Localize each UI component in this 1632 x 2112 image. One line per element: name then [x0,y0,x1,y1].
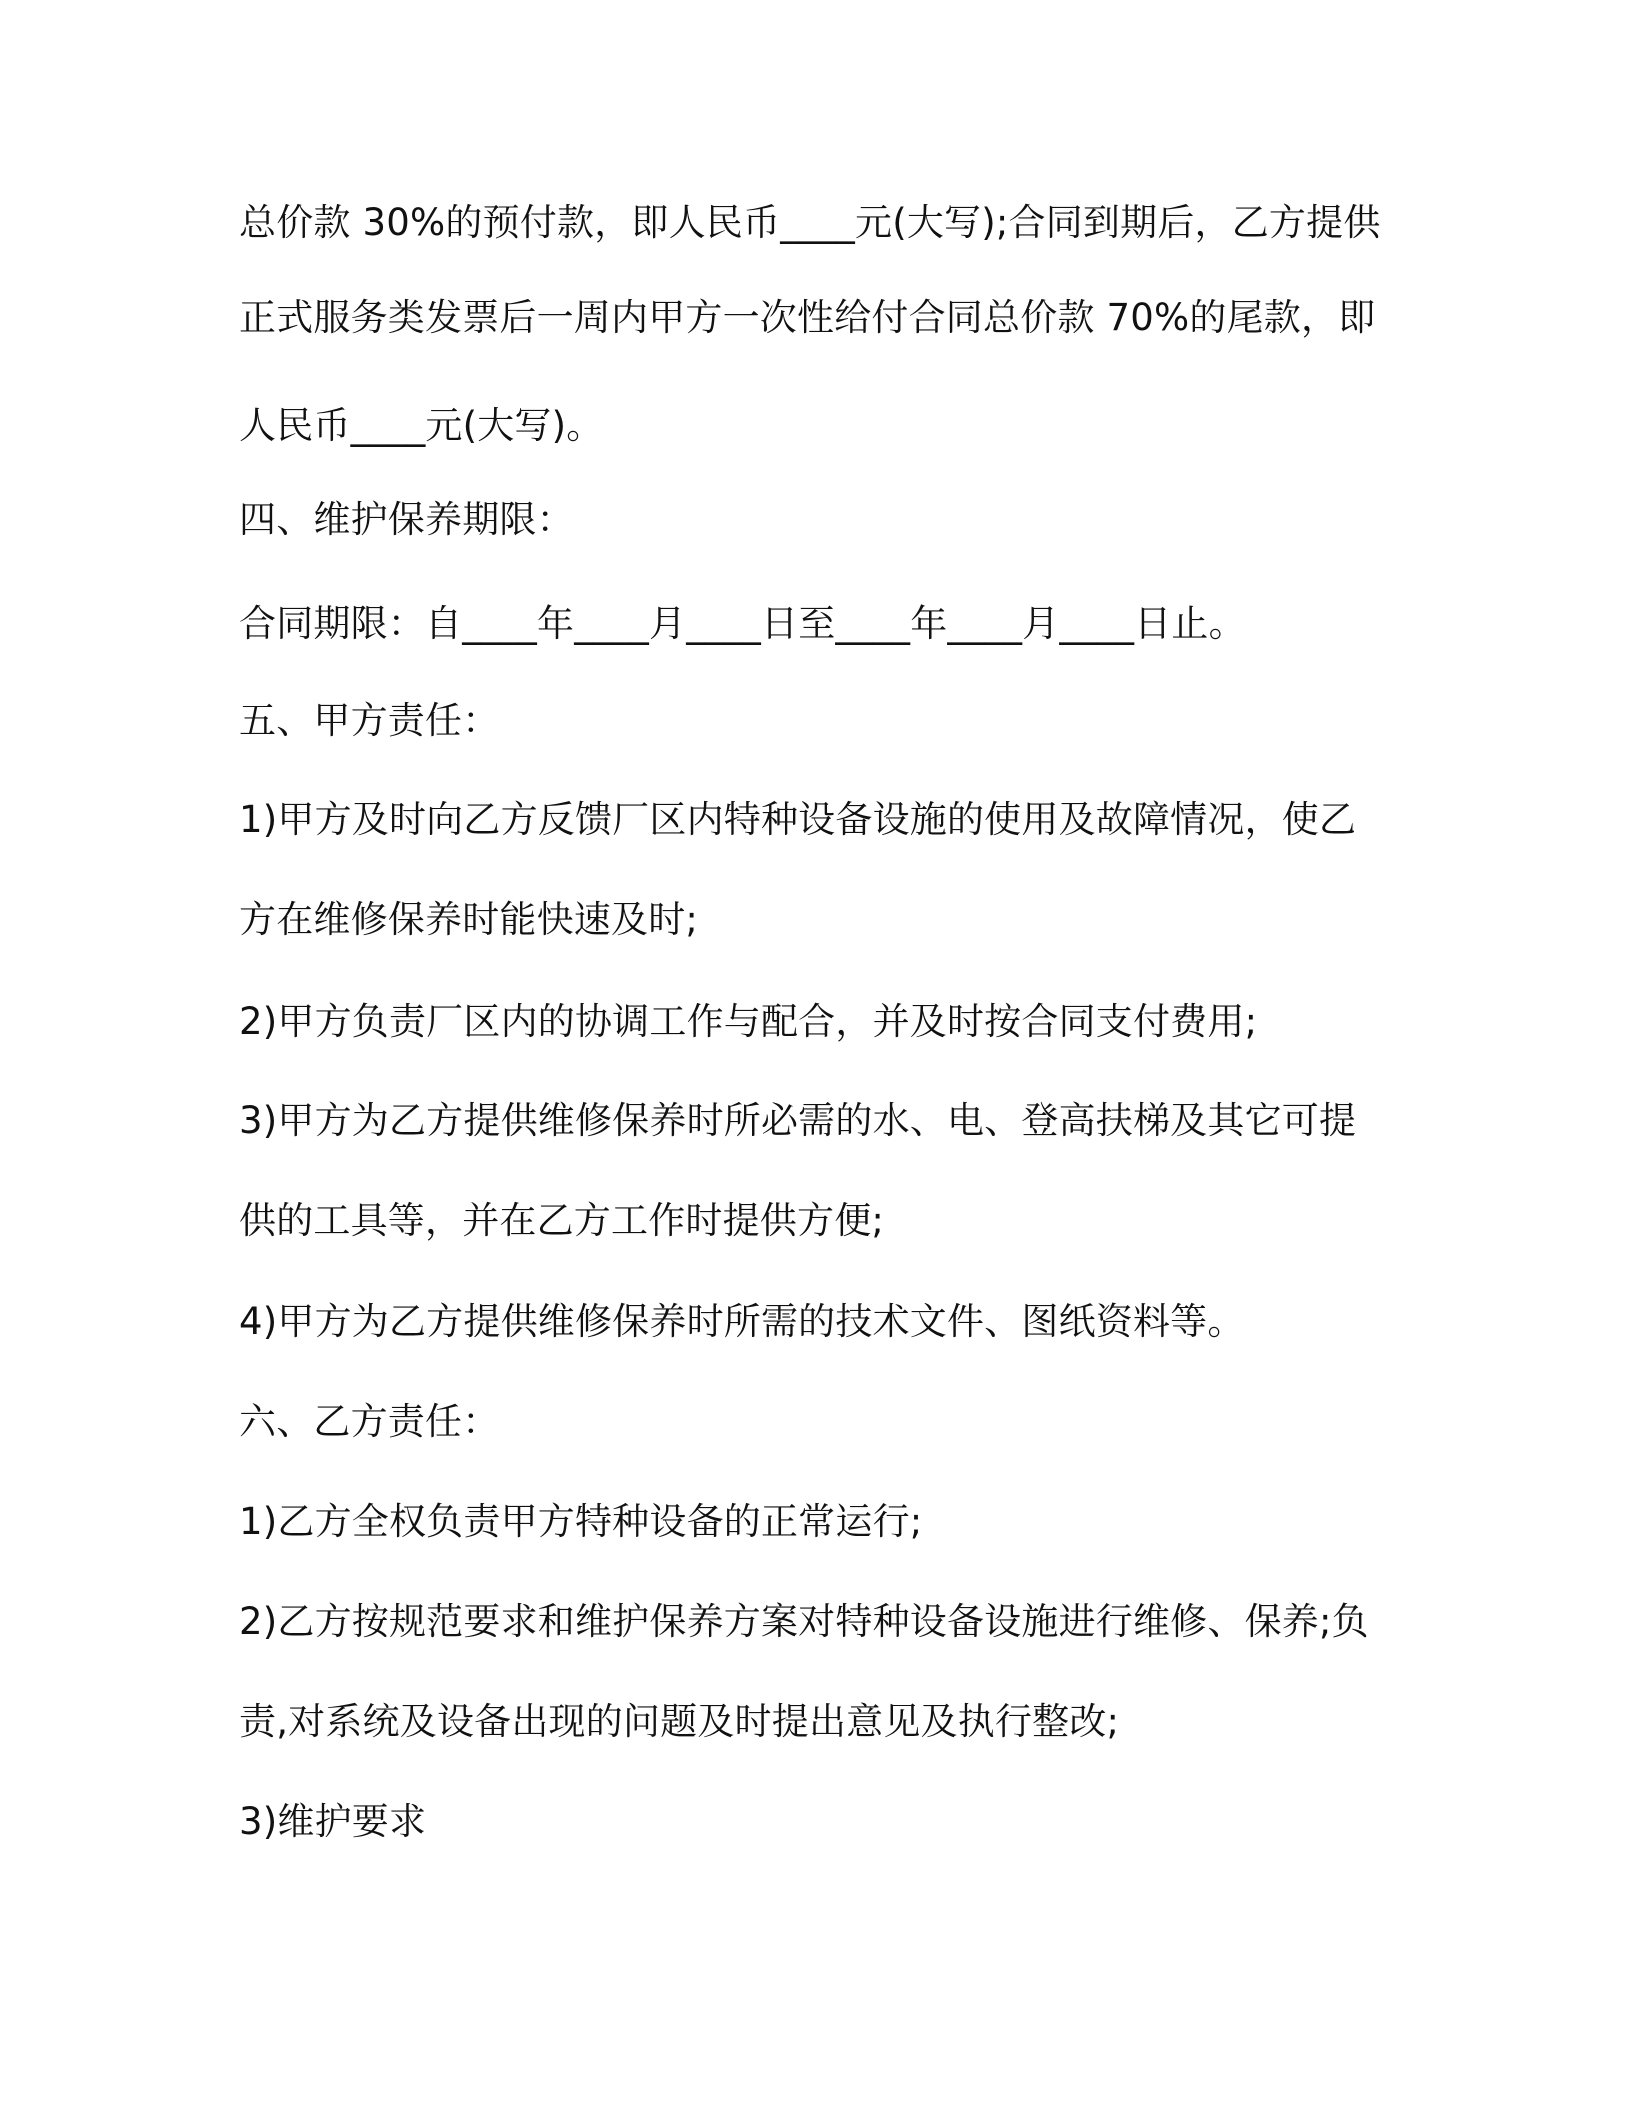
list-item-line: 1)甲方及时向乙方反馈厂区内特种设备设施的使用及故障情况，使乙 [239,798,1357,841]
section-heading: 四、维护保养期限： [239,498,574,541]
list-item-line: 2)乙方按规范要求和维护保养方案对特种设备设施进行维修、保养;负 [239,1600,1369,1643]
list-item-line: 4)甲方为乙方提供维修保养时所需的技术文件、图纸资料等。 [239,1300,1245,1343]
list-item-line: 3)甲方为乙方提供维修保养时所必需的水、电、登高扶梯及其它可提 [239,1099,1357,1142]
list-item-line: 1)乙方全权负责甲方特种设备的正常运行; [239,1500,923,1543]
list-item-line: 2)甲方负责厂区内的协调工作与配合，并及时按合同支付费用; [239,1000,1258,1043]
list-item-line: 方在维修保养时能快速及时; [239,898,699,941]
paragraph-line: 合同期限：自____年____月____日至____年____月____日止。 [239,602,1246,645]
list-item-line: 3)维护要求 [239,1800,427,1843]
list-item-line: 责,对系统及设备出现的问题及时提出意见及执行整改; [239,1700,1120,1743]
paragraph-line: 人民币____元(大写)。 [239,404,604,447]
paragraph-line: 总价款 30%的预付款，即人民币____元(大写);合同到期后，乙方提供 [239,201,1381,244]
list-item-line: 供的工具等，并在乙方工作时提供方便; [239,1199,885,1242]
paragraph-line: 正式服务类发票后一周内甲方一次性给付合同总价款 70%的尾款，即 [239,296,1376,339]
section-heading: 六、乙方责任： [239,1400,500,1443]
section-heading: 五、甲方责任： [239,699,500,742]
